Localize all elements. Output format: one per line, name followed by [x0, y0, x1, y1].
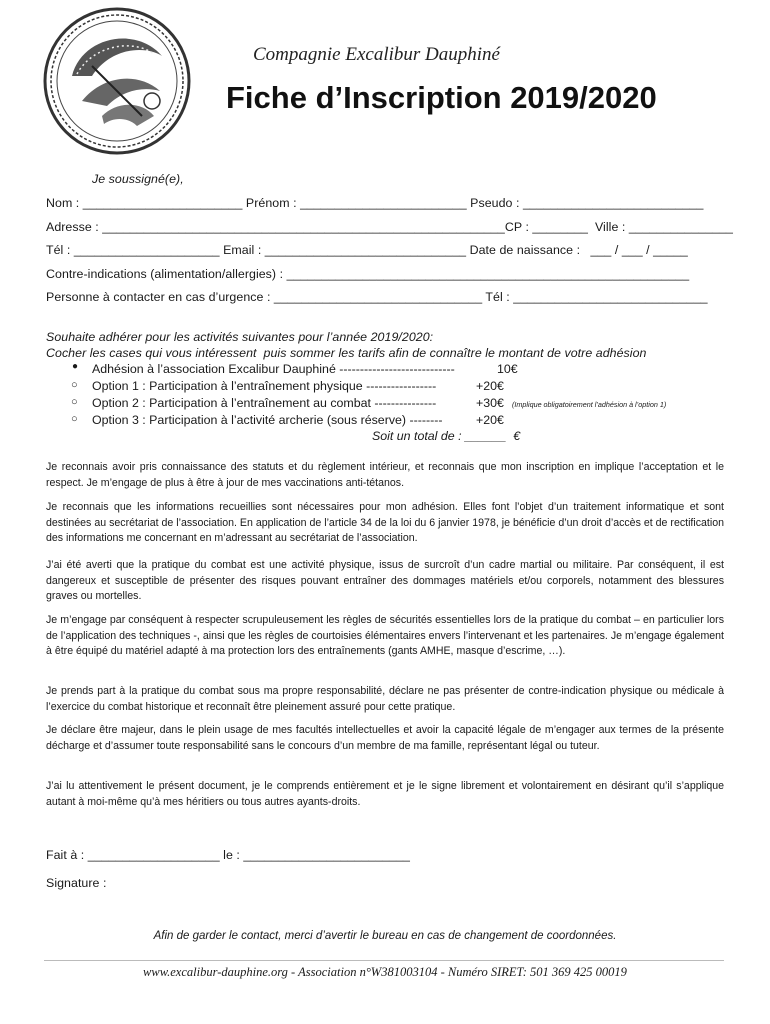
option-price: +20€ — [476, 413, 504, 427]
contraindications-field-line[interactable]: Contre-indications (alimentation/allergies) : __________________________________________________________ — [46, 267, 690, 281]
emergency-contact-field-line[interactable]: Personne à contacter en cas d’urgence : ______________________________ Tél : ____________________________ — [46, 290, 708, 304]
option-label: Option 2 : Participation à l’entraînement au combat --------------- — [92, 396, 437, 410]
option-label: Option 3 : Participation à l’activité archerie (sous réserve) -------- — [92, 413, 443, 427]
address-field-line[interactable]: Adresse : __________________________________________________________CP : ________ Ville : _______________ — [46, 220, 733, 234]
option-checkbox-filled[interactable]: ● — [72, 361, 79, 372]
option-note: (Implique obligatoirement l’adhésion à l’option 1) — [512, 400, 667, 409]
statement-paragraph: Je prends part à la pratique du combat sous ma propre responsabilité, déclare ne pas présenter de contre-indication physique ou médicale à l’exercice du combat historique et reconnaît être pleinement assuré pour cette pratique. — [46, 685, 724, 713]
option-price: +30€ — [476, 396, 504, 410]
option-price: +20€ — [476, 379, 504, 393]
place-date-field-line[interactable]: Fait à : ___________________ le : ________________________ — [46, 848, 410, 862]
contact-note: Afin de garder le contact, merci d’avertir le bureau en cas de changement de coordonnées. — [153, 930, 617, 942]
name-field-line[interactable]: Nom : _______________________ Prénom : ________________________ Pseudo : __________________________ — [46, 196, 704, 210]
option-checkbox[interactable]: ○ — [71, 379, 78, 391]
option-label: Option 1 : Participation à l’entraînement physique ----------------- — [92, 379, 437, 393]
organization-name: Compagnie Excalibur Dauphiné — [253, 44, 500, 65]
footer-divider — [44, 960, 724, 961]
statement-paragraph: Je reconnais avoir pris connaissance des statuts et du règlement intérieur, et reconnais que mon inscription en implique l’acceptation et le respect. Je m’engage de plus à être à jour de mes vaccinations anti-tétanos. — [46, 461, 724, 489]
statement-paragraph: Je m’engage par conséquent à respecter scrupuleusement les règles de sécurités essentielles lors de la pratique du combat – en particulier lors de l’application des techniques -, ainsi que les règles de courtoisies élémentaires envers l’intervenant et les partenaires. Je m’engage également à être équipé du matériel adapté à ma protection lors des entraînements (gants AMHE, masque d’escrime, …). — [46, 614, 724, 657]
option-checkbox[interactable]: ○ — [71, 413, 78, 425]
option-checkbox[interactable]: ○ — [71, 396, 78, 408]
statement-paragraph: Je reconnais que les informations recueillies sont nécessaires pour mon adhésion. Elles font l’objet d’un traitement informatique et sont destinées au secrétariat de l’association. En application de l’article 34 de la loi du 6 janvier 1978, je bénéficie d’un droit d’accès et de rectification des informations me concernant en m’adressant au secrétariat de l’association. — [46, 501, 724, 544]
activities-heading: Souhaite adhérer pour les activités suivantes pour l’année 2019/2020: — [46, 330, 434, 344]
footer-info: www.excalibur-dauphine.org - Association n°W381003104 - Numéro SIRET: 501 369 425 00019 — [143, 965, 627, 979]
page-title: Fiche d’Inscription 2019/2020 — [226, 80, 657, 115]
phone-field-line[interactable]: Tél : _____________________ Email : _____________________________ Date de naissance : ___ / ___ / _____ — [46, 243, 688, 257]
signature-label: Signature : — [46, 876, 107, 890]
total-field[interactable]: Soit un total de : ______ € — [372, 429, 521, 443]
option-price: 10€ — [497, 362, 518, 376]
statement-paragraph: Je déclare être majeur, dans le plein usage de mes facultés intellectuelles et avoir la capacité légale de m’engager aux termes de la présente décharge et d’assumer toute responsabilité sans le concours d’un membre de ma famille, représentant légal ou tuteur. — [46, 724, 724, 752]
intro-text: Je soussigné(e), — [92, 172, 184, 186]
activities-instructions: Cocher les cases qui vous intéressent puis sommer les tarifs afin de connaître le montant de votre adhésion — [46, 346, 647, 360]
statement-paragraph: J’ai été averti que la pratique du combat est une activité physique, issus de surcroît d’un cadre martial ou militaire. Par conséquent, il est dangereux et susceptible de présenter des risques pouvant entraîner des dommages matériels et/ou corporels, notamment des blessures graves ou mortelles. — [46, 559, 724, 602]
statement-paragraph: J’ai lu attentivement le présent document, je le comprends entièrement et je le signe librement et volontairement en désirant qu’il s’applique autant à moi-même qu’à mes héritiers ou tous autres ayants-droits. — [46, 780, 724, 808]
association-logo-icon — [42, 6, 192, 156]
option-label: Adhésion à l’association Excalibur Dauphiné ---------------------------- — [92, 362, 455, 376]
